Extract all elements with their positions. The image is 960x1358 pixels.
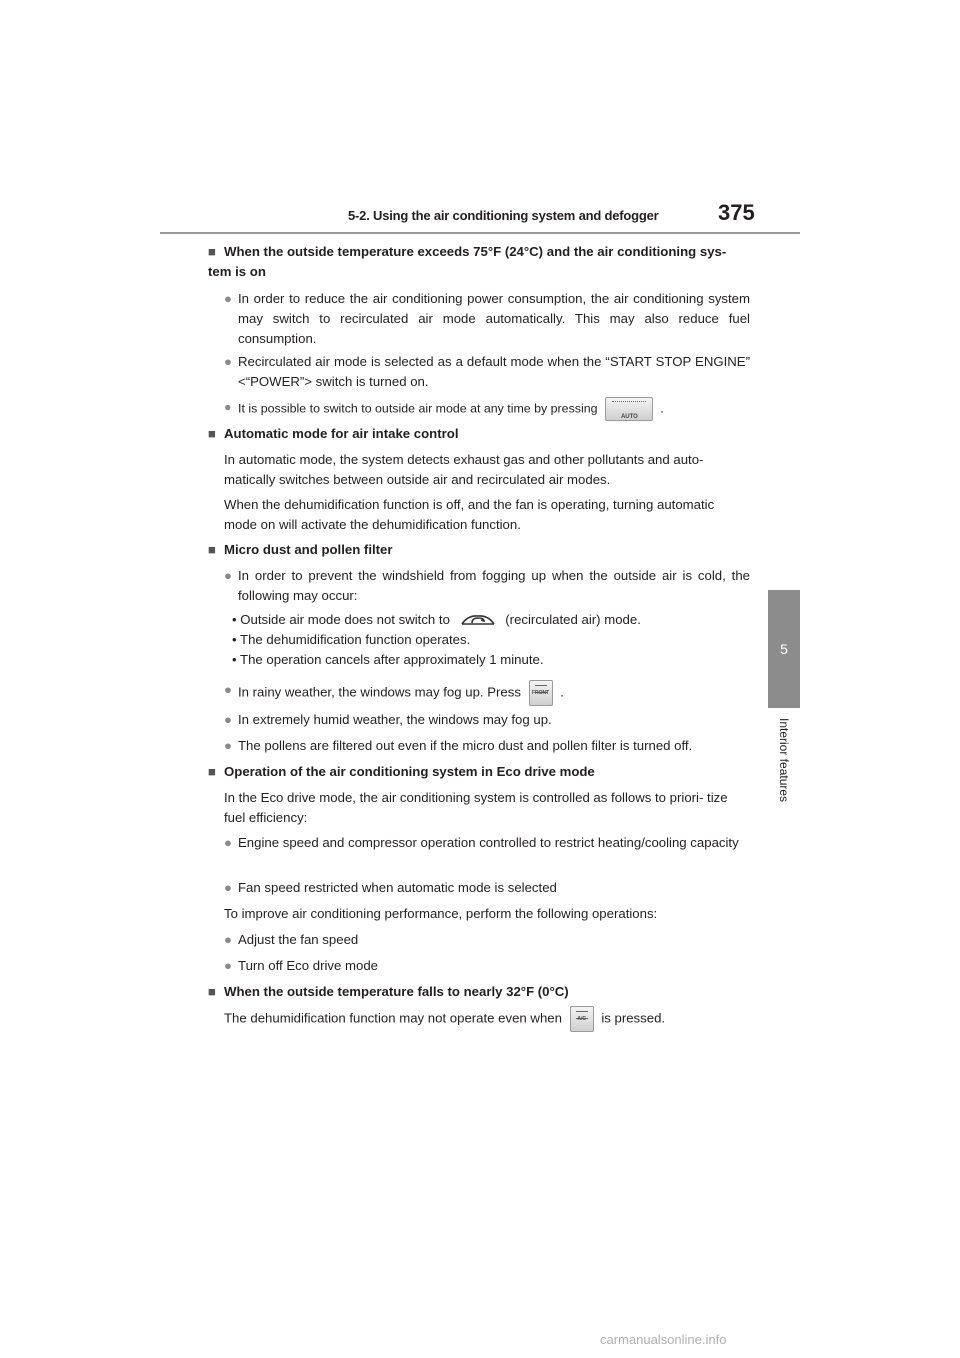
- sub-list-item: • The dehumidification function operates.: [232, 632, 471, 647]
- section-heading: ■ Micro dust and pollen filter: [208, 540, 753, 560]
- bullet-dot-icon: ●: [224, 400, 232, 414]
- section-heading: ■ When the outside temperature exceeds 75°F (24°C) and the air conditioning sys- tem is on: [208, 244, 727, 279]
- square-bullet-icon: ■: [208, 244, 216, 259]
- square-bullet-icon: ■: [208, 764, 216, 779]
- bullet-item: ● Recirculated air mode is selected as a default mode when the “START STOP ENGINE” <“POWER”> switch is turned on.: [224, 354, 750, 389]
- watermark: carmanualsonline.info: [600, 1332, 727, 1347]
- chapter-tab: [768, 590, 800, 708]
- square-bullet-icon: ■: [208, 542, 216, 557]
- bullet-item: ● Adjust the fan speed: [224, 930, 750, 950]
- bullet-dot-icon: ●: [224, 958, 232, 973]
- bullet-item: ● Engine speed and compressor operation controlled to restrict heating/cooling capacity: [224, 833, 750, 853]
- bullet-dot-icon: ●: [224, 354, 232, 369]
- header-divider: [160, 232, 800, 234]
- bullet-item: ● In order to reduce the air conditioning power consumption, the air conditioning system may switch to recirculated air mode automatically. This may also reduce fuel consumption.: [224, 291, 750, 346]
- bullet-dot-icon: ●: [224, 682, 232, 697]
- chapter-number: 5: [780, 641, 788, 657]
- square-bullet-icon: ■: [208, 426, 216, 441]
- section-heading: ■ When the outside temperature falls to nearly 32°F (0°C): [208, 982, 753, 1002]
- paragraph: To improve air conditioning performance, perform the following operations:: [224, 906, 658, 921]
- square-bullet-icon: ■: [208, 984, 216, 999]
- section-heading: ■ Automatic mode for air intake control: [208, 424, 753, 444]
- page-number: 375: [718, 200, 755, 225]
- sub-list-item: • Outside air mode does not switch to (recirculated air) mode.: [232, 610, 742, 630]
- recirculated-air-icon: [460, 612, 496, 630]
- chapter-label: Interior features: [777, 718, 791, 803]
- bullet-dot-icon: ●: [224, 835, 232, 850]
- bullet-dot-icon: ●: [224, 738, 232, 753]
- ac-button-icon: A/C: [570, 1006, 594, 1032]
- auto-air-intake-button-icon: AUTO: [605, 397, 653, 421]
- sub-list-item: • The operation cancels after approximately 1 minute.: [232, 652, 544, 667]
- paragraph: When the dehumidification function is off, and the fan is operating, turning automatic mode on will activate the dehumidification function.: [224, 497, 715, 532]
- bullet-dot-icon: ●: [224, 712, 232, 727]
- paragraph: In automatic mode, the system detects exhaust gas and other pollutants and auto- matically switches between outside air and recirculated air modes.: [224, 452, 704, 487]
- bullet-item: ● Fan speed restricted when automatic mode is selected: [224, 878, 750, 898]
- bullet-item: ● Turn off Eco drive mode: [224, 956, 750, 976]
- bullet-dot-icon: ●: [224, 932, 232, 947]
- bullet-item: ● The pollens are filtered out even if the micro dust and pollen filter is turned off.: [224, 736, 750, 756]
- bullet-dot-icon: ●: [224, 880, 232, 895]
- bullet-item: ● In rainy weather, the windows may fog up. Press FRONT .: [224, 680, 750, 706]
- section-title: 5-2. Using the air conditioning system and defogger: [348, 208, 659, 223]
- bullet-dot-icon: ●: [224, 568, 232, 583]
- section-heading: ■ Operation of the air conditioning system in Eco drive mode: [208, 762, 753, 782]
- paragraph: In the Eco drive mode, the air conditioning system is controlled as follows to priori- tize fuel efficiency:: [224, 790, 728, 825]
- bullet-item: ● It is possible to switch to outside air mode at any time by pressing AUTO .: [224, 397, 750, 421]
- paragraph: The dehumidification function may not operate even when A/C is pressed.: [224, 1006, 750, 1032]
- bullet-item: ● In extremely humid weather, the windows may fog up.: [224, 710, 750, 730]
- front-defogger-button-icon: FRONT: [529, 680, 553, 706]
- bullet-dot-icon: ●: [224, 291, 232, 306]
- bullet-item: ● In order to prevent the windshield from fogging up when the outside air is cold, the following may occur:: [224, 568, 750, 603]
